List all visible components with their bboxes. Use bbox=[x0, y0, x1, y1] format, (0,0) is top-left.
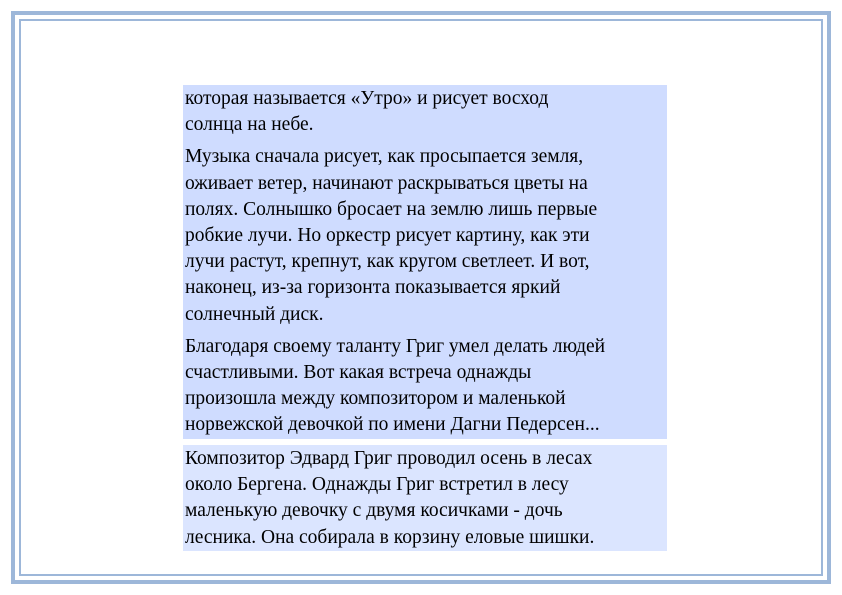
text-line: оживает ветер, начинают раскрываться цветы на bbox=[185, 172, 588, 194]
text-line: полях. Солнышко бросает на землю лишь первые bbox=[185, 198, 598, 220]
text-line: Композитор Эдвард Григ проводил осень в лесах bbox=[185, 448, 593, 469]
text-line: солнца на небе. bbox=[185, 114, 314, 136]
text-line: наконец, из-за горизонта показывается яркий bbox=[185, 277, 561, 299]
paragraph-grieg-talent bbox=[185, 334, 665, 439]
text-line: счастливыми. Вот какая встреча однажды bbox=[185, 362, 532, 384]
text-line: лучи растут, крепнут, как кругом светлеет. И вот, bbox=[185, 251, 590, 273]
text-line: лесника. Она собирала в корзину еловые шишки. bbox=[185, 526, 595, 548]
paragraph-forest-meeting bbox=[185, 446, 665, 551]
text-block-lower bbox=[183, 445, 667, 551]
text-block-upper bbox=[183, 85, 667, 439]
text-line: робкие лучи. Но оркестр рисует картину, как эти bbox=[185, 225, 590, 247]
text-line: произошла между композитором и маленькой bbox=[185, 388, 566, 410]
text-line: которая называется «Утро» и рисует восход bbox=[185, 88, 549, 109]
text-line: Благодаря своему таланту Григ умел делать людей bbox=[185, 335, 606, 357]
text-line: норвежской девочкой по имени Дагни Педерсен... bbox=[185, 414, 600, 436]
paragraph-music-description bbox=[185, 144, 665, 327]
text-line: маленькую девочку с двумя косичками - дочь bbox=[185, 500, 563, 522]
paragraph-sunrise bbox=[185, 86, 665, 138]
text-line: солнечный диск. bbox=[185, 303, 324, 325]
text-line: около Бергена. Однажды Григ встретил в лесу bbox=[185, 474, 569, 496]
text-line: Музыка сначала рисует, как просыпается земля, bbox=[185, 146, 584, 168]
